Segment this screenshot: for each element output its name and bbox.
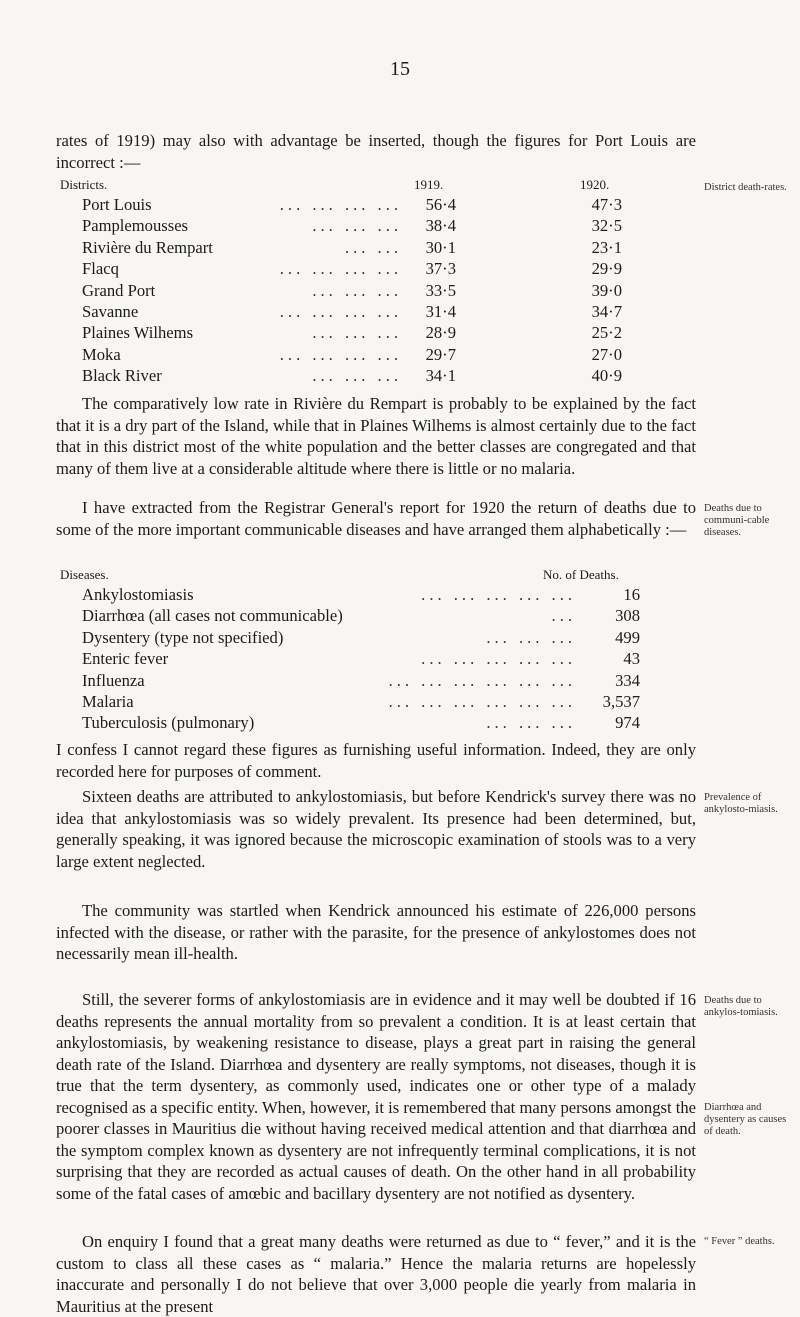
leader-dots: ... ... ...: [312, 280, 402, 300]
rate-1920-cell: 47·3: [591, 195, 622, 214]
rate-1919-cell: 37·3: [425, 259, 456, 279]
intro-text: rates of 1919) may also with advantage be inserted, though the figures for Port Louis are incorrect :—: [56, 131, 696, 172]
leader-dots: ... ... ...: [312, 323, 402, 343]
rate-1920-cell: 27·0: [591, 344, 622, 364]
district-name-cell: Black River: [82, 366, 162, 386]
rate-1920-cell: 23·1: [591, 237, 622, 257]
leader-dots: ... ... ... ... ... ...: [388, 670, 576, 690]
leader-dots: ... ... ... ...: [279, 344, 402, 364]
rate-1919-cell: 33·5: [425, 280, 456, 300]
paragraph-6: [56, 989, 696, 1204]
header-diseases: Diseases.: [60, 567, 109, 582]
disease-name-cell: Malaria: [82, 691, 134, 711]
leader-dots: ...: [551, 606, 576, 626]
paragraph-2-text: I have extracted from the Registrar General's report for 1920 the return of deaths due to some of the more important communicable diseases and have arranged them alphabetically :—: [56, 498, 696, 539]
district-name-cell: Savanne: [82, 301, 139, 321]
paragraph-5-text: The community was startled when Kendrick announced his estimate of 226,000 persons infected with the disease, or rather with the parasite, for the presence of ankylostomes does not necessarily mean ill-health.: [56, 901, 696, 963]
margin-note-ankylo-deaths: Deaths due to ankylos-tomiasis.: [704, 995, 778, 1018]
deaths-count-cell: 16: [623, 585, 640, 604]
disease-name-cell: Dysentery (type not specified): [82, 627, 284, 647]
header-1919: 1919.: [414, 177, 444, 192]
rate-1919-cell: 29·7: [425, 344, 456, 364]
leader-dots: ... ... ... ...: [279, 195, 402, 214]
header-1920: 1920.: [580, 177, 610, 192]
paragraph-3: [56, 739, 696, 782]
paragraph-4: [56, 786, 696, 872]
page-number: 15: [390, 58, 410, 80]
leader-dots: ... ... ... ... ...: [421, 649, 576, 669]
district-name-cell: Rivière du Rempart: [82, 237, 213, 257]
margin-note-district-rates: District death-rates.: [704, 182, 787, 193]
rate-1919-cell: 38·4: [425, 216, 456, 236]
district-name-cell: Flacq: [82, 259, 119, 279]
disease-name-cell: Diarrhœa (all cases not communicable): [82, 606, 343, 626]
leader-dots: ... ... ... ... ... ...: [388, 691, 576, 711]
rate-1919-cell: 30·1: [425, 237, 456, 257]
leader-dots: ... ... ... ...: [279, 259, 402, 279]
disease-name-cell: Enteric fever: [82, 649, 169, 669]
district-name-cell: Plaines Wilhems: [82, 323, 194, 343]
intro-paragraph: [56, 130, 696, 173]
paragraph-3-text: I confess I cannot regard these figures as furnishing useful information. Indeed, they are only recorded here for purposes of comment.: [56, 740, 696, 781]
margin-note-diarrhoea: Diarrhœa and dysentery as causes of death.: [704, 1102, 787, 1137]
leader-dots: ... ... ...: [312, 216, 402, 236]
paragraph-7: [56, 1231, 696, 1317]
deaths-count-cell: 334: [615, 670, 640, 690]
leader-dots: ... ... ...: [486, 713, 576, 733]
district-name-cell: Port Louis: [82, 195, 152, 214]
deaths-count-cell: 974: [615, 713, 640, 733]
rate-1919-cell: 34·1: [425, 366, 456, 386]
deaths-count-cell: 43: [623, 649, 640, 669]
rate-1919-cell: 56·4: [425, 195, 456, 214]
leader-dots: ... ...: [344, 237, 402, 257]
deaths-count-cell: 308: [615, 606, 640, 626]
district-name-cell: Grand Port: [82, 280, 156, 300]
rate-1919-cell: 31·4: [425, 301, 456, 321]
deaths-count-cell: 3,537: [602, 691, 640, 711]
margin-note-communicable: Deaths due to communi-cable diseases.: [704, 503, 770, 538]
paragraph-2: [56, 497, 696, 540]
rate-1920-cell: 34·7: [591, 301, 622, 321]
leader-dots: ... ... ...: [486, 627, 576, 647]
disease-name-cell: Tuberculosis (pulmonary): [82, 713, 255, 733]
district-name-cell: Pamplemousses: [82, 216, 189, 236]
paragraph-4-text: Sixteen deaths are attributed to ankylostomiasis, but before Kendrick's survey there was no idea that ankylostomiasis was so widely prevalent. Its presence had been determined, but, generally speaking, it was ignored because the microscopic examination of stools was to a very large extent neglected.: [56, 787, 696, 871]
deaths-count-cell: 499: [615, 627, 640, 647]
paragraph-7-text: On enquiry I found that a great many deaths were returned as due to “ fever,” and it is the custom to class all these cases as “ malaria.” Hence the malaria returns are hopelessly inaccurate and personally I do not believe that over 3,000 people die yearly from malaria in Mauritius at the present: [56, 1232, 696, 1316]
rate-1920-cell: 25·2: [591, 323, 622, 343]
header-deaths: No. of Deaths.: [543, 567, 619, 582]
leader-dots: ... ... ... ...: [279, 301, 402, 321]
rate-1919-cell: 28·9: [425, 323, 456, 343]
header-districts: Districts.: [60, 177, 108, 192]
leader-dots: ... ... ...: [312, 366, 402, 386]
disease-name-cell: Ankylostomiasis: [82, 585, 194, 604]
rate-1920-cell: 32·5: [591, 216, 622, 236]
paragraph-1-text: The comparatively low rate in Rivière du Rempart is probably to be explained by the fact that it is a dry part of the Island, while that in Plaines Wilhems is almost certainly due to the fact that in this district most of the white population and the better classes are congregated and that many of them live at a considerable altitude where there is little or no malaria.: [56, 394, 696, 478]
margin-note-prevalence: Prevalence of ankylosto-miasis.: [704, 792, 778, 815]
district-name-cell: Moka: [82, 344, 121, 364]
paragraph-5: [56, 900, 696, 965]
paragraph-6-text: Still, the severer forms of ankylostomiasis are in evidence and it may well be doubted if 16 deaths represents the annual mortality from so prevalent a condition. It is at least certain that ankylostomiasis, by weakening resistance to disease, plays a great part in raising the general death rate of the Island. Diarrhœa and dysentery are really symptoms, not diseases, though it is true that the term dysentery, as commonly used, indicates one or other type of a malady recognised as a specific entity. When, however, it is remembered that many persons amongst the poorer classes in Mauritius die without having received medical attention and that diarrhœa and the symptom complex known as dysentery are not infrequently terminal complications, it is not surprising that they are recorded as actual causes of death. On the other hand in all probability some of the fatal cases of amœbic and bacillary dysentery are not notified as dysentery.: [56, 990, 696, 1203]
rate-1920-cell: 40·9: [591, 366, 622, 386]
rate-1920-cell: 39·0: [591, 280, 622, 300]
margin-note-fever: “ Fever ” deaths.: [704, 1236, 775, 1247]
leader-dots: ... ... ... ... ...: [421, 585, 576, 604]
disease-name-cell: Influenza: [82, 670, 145, 690]
rate-1920-cell: 29·9: [591, 259, 622, 279]
paragraph-1: [56, 393, 696, 479]
